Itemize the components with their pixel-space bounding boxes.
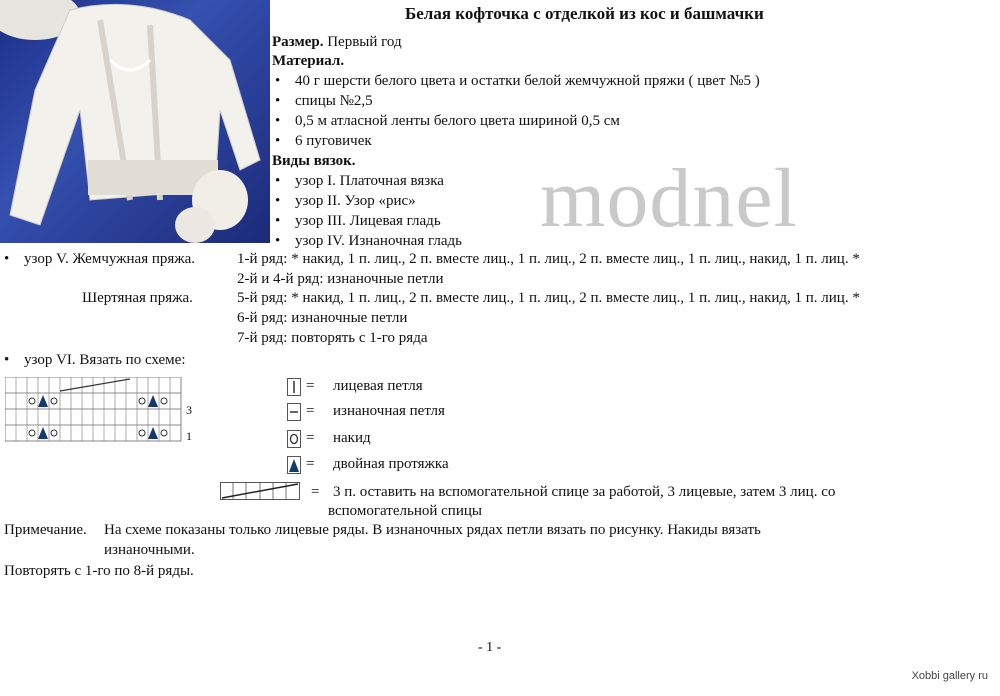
legend-equals: = bbox=[306, 456, 315, 472]
material-label: Материал. bbox=[272, 53, 345, 69]
stitch-item: • узор II. Узор «рис» bbox=[275, 193, 416, 210]
credit: Xobbi gallery ru bbox=[911, 670, 988, 682]
pattern5-row: 7-й ряд: повторять с 1-го ряда bbox=[237, 330, 428, 346]
note-text-continued: изнаночными. bbox=[104, 542, 195, 558]
legend-text: лицевая петля bbox=[333, 378, 423, 394]
page-title: Белая кофточка с отделкой из кос и башмачки bbox=[405, 4, 764, 23]
pattern6-label: • узор VI. Вязать по схеме: bbox=[4, 352, 186, 369]
material-item: • 0,5 м атласной ленты белого цвета шириной 0,5 см bbox=[275, 113, 620, 130]
legend-text: изнаночная петля bbox=[333, 403, 445, 419]
chart-row-label: 3 bbox=[186, 403, 192, 417]
stitches-label: Виды вязок. bbox=[272, 153, 356, 169]
size-label: Размер. bbox=[272, 34, 324, 50]
pattern5-row: 1-й ряд: * накид, 1 п. лиц., 2 п. вместе лиц., 1 п. лиц., 2 п. вместе лиц., 1 п. лиц., накид, 1 п. лиц. * bbox=[237, 251, 860, 267]
stitch-item: • узор IV. Изнаночная гладь bbox=[275, 233, 462, 250]
sweater-photo bbox=[0, 0, 270, 243]
double-decrease-icon bbox=[287, 456, 301, 474]
size-value: Первый год bbox=[327, 34, 402, 50]
legend-text: двойная протяжка bbox=[333, 456, 449, 472]
knitting-chart bbox=[5, 377, 193, 447]
purl-stitch-icon bbox=[287, 403, 301, 421]
legend-equals: = bbox=[311, 484, 320, 500]
stitch-item: • узор III. Лицевая гладь bbox=[275, 213, 441, 230]
page-number: - 1 - bbox=[478, 640, 502, 655]
knit-stitch-icon bbox=[287, 378, 301, 396]
pattern5-label: • узор V. Жемчужная пряжа. bbox=[4, 251, 195, 268]
pattern5-row: 2-й и 4-й ряд: изнаночные петли bbox=[237, 271, 444, 287]
pattern5-row: 5-й ряд: * накид, 1 п. лиц., 2 п. вместе лиц., 1 п. лиц., 2 п. вместе лиц., 1 п. лиц., накид, 1 п. лиц. * bbox=[237, 290, 860, 306]
material-item: • спицы №2,5 bbox=[275, 93, 373, 110]
legend-equals: = bbox=[306, 430, 315, 446]
size-line bbox=[272, 34, 402, 51]
legend-equals: = bbox=[306, 378, 315, 394]
knitting-chart-grid bbox=[5, 377, 193, 447]
stitch-item: • узор I. Платочная вязка bbox=[275, 173, 444, 190]
pattern5-label2: Шертяная пряжа. bbox=[82, 290, 193, 306]
note-text: На схеме показаны только лицевые ряды. В изнаночных рядах петли вязать по рисунку. Накиды вязать bbox=[104, 522, 761, 538]
sweater-illustration bbox=[0, 0, 270, 243]
legend-equals: = bbox=[306, 403, 315, 419]
legend-text: накид bbox=[333, 430, 371, 446]
pattern5-row: 6-й ряд: изнаночные петли bbox=[237, 310, 408, 326]
watermark: modnel bbox=[540, 152, 798, 245]
material-item: • 6 пуговичек bbox=[275, 133, 372, 150]
repeat-instruction: Повторять с 1-го по 8-й ряды. bbox=[4, 563, 194, 579]
chart-row-label: 1 bbox=[186, 429, 192, 443]
yarn-over-icon bbox=[287, 430, 301, 448]
material-item: • 40 г шерсти белого цвета и остатки белой жемчужной пряжи ( цвет №5 ) bbox=[275, 73, 760, 90]
legend-text: 3 п. оставить на вспомогательной спице за работой, 3 лицевые, затем 3 лиц. со bbox=[333, 484, 836, 500]
cable-icon bbox=[220, 482, 300, 500]
legend-text-continued: вспомогательной спицы bbox=[328, 503, 482, 519]
note-label: Примечание. bbox=[4, 522, 87, 538]
